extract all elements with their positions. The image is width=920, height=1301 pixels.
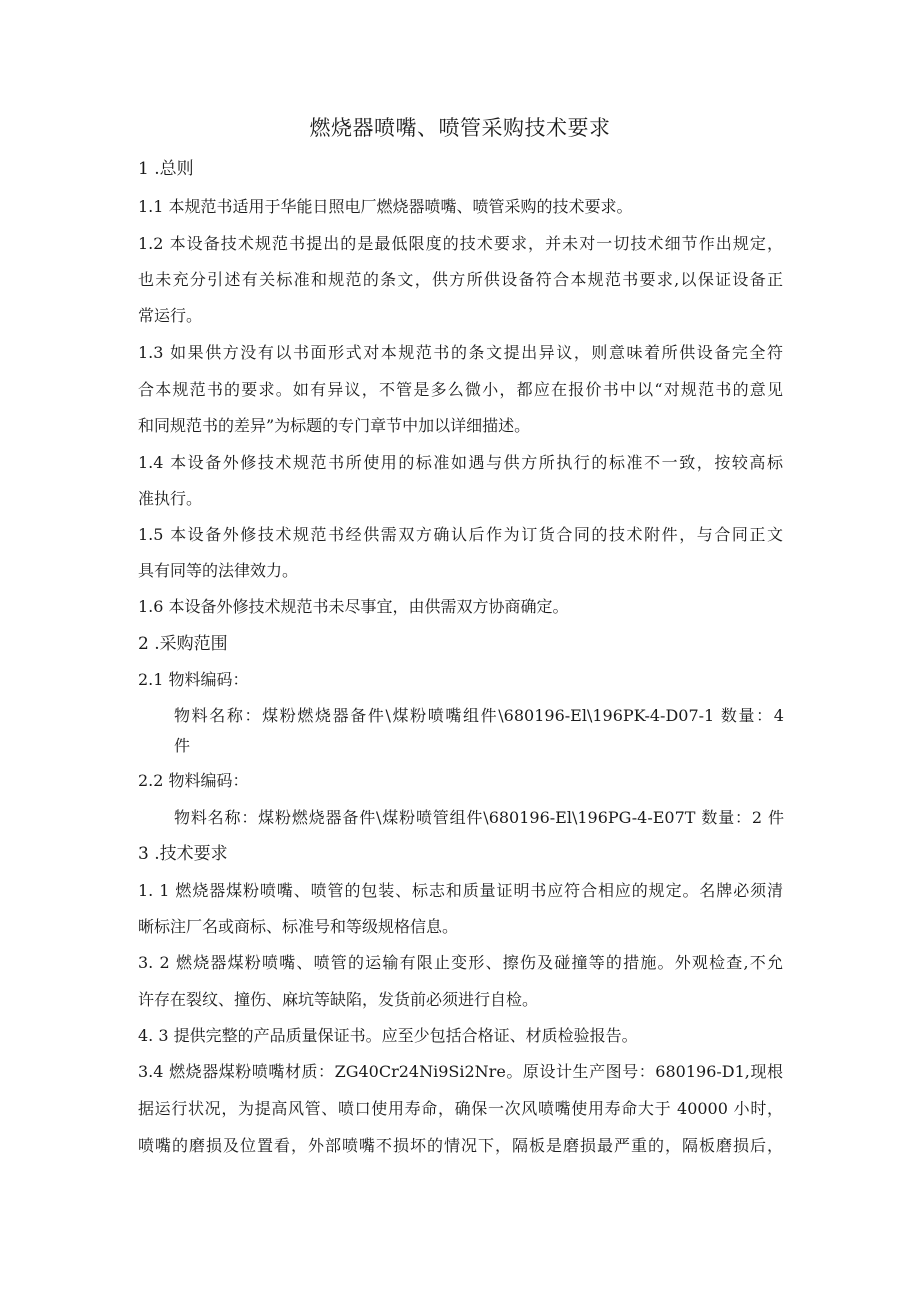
paragraph-line: 晰标注厂名或商标、标准号和等级规格信息。 — [138, 917, 459, 936]
section-heading: 1 .总则 — [138, 159, 194, 179]
paragraph-line: 1. 1 燃烧器煤粉喷嘴、喷管的包装、标志和质量证明书应符合相应的规定。名牌必须清 — [138, 881, 783, 900]
paragraph-line: 物料名称：煤粉燃烧器备件\煤粉喷嘴组件\680196-El\196PK-4-D07-1 数量：4 — [174, 706, 784, 725]
paragraph-line: 许存在裂纹、撞伤、麻坑等缺陷，发货前必须进行自检。 — [138, 990, 539, 1009]
paragraph-line: 3. 2 燃烧器煤粉喷嘴、喷管的运输有限止变形、擦伤及碰撞等的措施。外观检查,不允 — [138, 953, 783, 972]
paragraph-line: 1.1 本规范书适用于华能日照电厂燃烧器喷嘴、喷管采购的技术要求。 — [138, 197, 633, 216]
paragraph-line: 也未充分引述有关标准和规范的条文，供方所供设备符合本规范书要求,以保证设备正 — [138, 270, 783, 289]
paragraph-line: 常运行。 — [138, 306, 203, 325]
paragraph-line: 2.1 物料编码： — [138, 670, 249, 689]
paragraph-line: 合本规范书的要求。如有异议，不管是多么微小，都应在报价书中以“对规范书的意见 — [138, 380, 783, 399]
document-title: 燃烧器喷嘴、喷管采购技术要求 — [309, 116, 611, 140]
paragraph-line: 3.4 燃烧器煤粉喷嘴材质：ZG40Cr24Ni9Si2Nre。原设计生产图号：680196-D1,现根 — [138, 1062, 783, 1081]
paragraph-line: 1.6 本设备外修技术规范书未尽事宜，由供需双方协商确定。 — [138, 597, 569, 616]
paragraph-line: 1.2 本设备技术规范书提出的是最低限度的技术要求，并未对一切技术细节作出规定， — [138, 234, 783, 253]
paragraph-line: 和同规范书的差异”为标题的专门章节中加以详细描述。 — [138, 416, 531, 435]
paragraph-line: 准执行。 — [138, 489, 203, 508]
paragraph-line: 具有同等的法律效力。 — [138, 561, 299, 580]
paragraph-line: 据运行状况，为提高风管、喷口使用寿命，确保一次风喷嘴使用寿命大于 40000 小时， — [138, 1099, 783, 1118]
paragraph-line: 4. 3 提供完整的产品质量保证书。应至少包括合格证、材质检验报告。 — [138, 1026, 638, 1045]
paragraph-line: 1.4 本设备外修技术规范书所使用的标准如遇与供方所执行的标准不一致，按较高标 — [138, 453, 783, 472]
paragraph-line: 1.3 如果供方没有以书面形式对本规范书的条文提出异议，则意味着所供设备完全符 — [138, 343, 783, 362]
paragraph-line: 2.2 物料编码： — [138, 771, 249, 790]
section-heading: 2 .采购范围 — [138, 634, 228, 654]
paragraph-line: 喷嘴的磨损及位置看，外部喷嘴不损坏的情况下，隔板是磨损最严重的，隔板磨损后， — [138, 1136, 783, 1155]
section-heading: 3 .技术要求 — [138, 844, 228, 864]
paragraph-line: 1.5 本设备外修技术规范书经供需双方确认后作为订货合同的技术附件，与合同正文 — [138, 525, 783, 544]
paragraph-line: 件 — [174, 736, 191, 755]
paragraph-line: 物料名称：煤粉燃烧器备件\煤粉喷管组件\680196-El\196PG-4-E07T 数量：2 件 — [174, 808, 784, 827]
